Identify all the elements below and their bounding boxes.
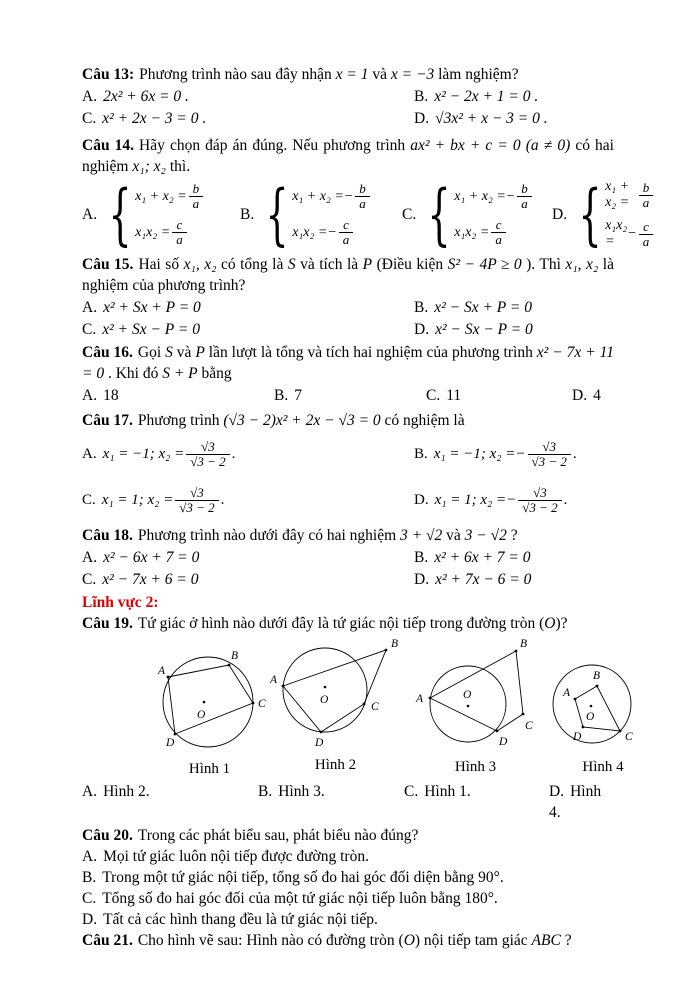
question-15 xyxy=(82,254,614,296)
vertex-label-d: D xyxy=(573,731,582,743)
math-expression: ABC xyxy=(531,932,561,949)
center-label-o: O xyxy=(586,711,595,723)
equation-system xyxy=(292,182,372,247)
option-key: A. xyxy=(82,549,98,566)
vertex-label-a: A xyxy=(270,674,278,686)
question-21 xyxy=(82,930,614,951)
vertex-label-d: D xyxy=(315,737,324,749)
question-15-text: là nghiệm của phương trình? xyxy=(82,256,614,294)
option-13-d xyxy=(414,108,614,129)
option-key: A. xyxy=(82,299,98,316)
figure-3 xyxy=(413,636,538,778)
option-19-b xyxy=(258,781,404,823)
question-14-label: Câu 14. xyxy=(82,137,135,154)
option-key: C. xyxy=(82,321,97,338)
option-20-c xyxy=(82,888,614,909)
equation-system xyxy=(605,179,655,250)
question-18-options xyxy=(82,547,614,590)
option-text: Hình 2. xyxy=(103,783,150,800)
fraction: $\frac{b}{a}$ xyxy=(517,182,532,211)
question-16-text: bằng xyxy=(197,365,232,382)
question-18-label: Câu 18. xyxy=(82,527,133,544)
question-17-label: Câu 17. xyxy=(82,412,133,429)
option-text: x² − 7x + 6 = 0 xyxy=(102,571,199,588)
question-21-text: ) nội tiếp tam giác xyxy=(414,932,532,949)
question-20-options xyxy=(82,846,614,930)
option-key: D. xyxy=(82,911,98,928)
question-18-text: và xyxy=(442,527,465,544)
option-text: Hình 1. xyxy=(424,783,471,800)
sign: − xyxy=(627,226,637,241)
option-text: Tổng số đo hai góc đối của một tứ giác nội tiếp luôn bằng 180°. xyxy=(102,890,498,907)
fraction: $\frac{b}{a}$ xyxy=(189,182,204,211)
option-text: Trong một tứ giác nội tiếp, tổng số đo hai góc đối diện bằng 90°. xyxy=(102,869,504,886)
option-19-d xyxy=(549,781,614,823)
option-key: C. xyxy=(404,783,419,800)
sign: − xyxy=(506,492,517,508)
option-text: 2x² + 6x = 0 . xyxy=(103,88,189,105)
math-expression: S² − 4P ≥ 0 xyxy=(447,256,522,273)
option-14-a xyxy=(82,175,240,253)
option-key: D. xyxy=(414,571,430,588)
option-15-b xyxy=(414,297,614,318)
math-expression: ax² + bx + c = 0 (a ≠ 0) xyxy=(410,137,571,154)
option-text: x² + Sx + P = 0 xyxy=(103,299,201,316)
question-19-text: Tứ giác ở hình nào dưới đây là tứ giác nội tiếp trong đường tròn ( xyxy=(137,615,545,632)
option-20-d xyxy=(82,909,614,930)
option-14-b xyxy=(240,175,402,253)
question-14-text: có hai nghiệm xyxy=(82,137,614,175)
system-brace: { xyxy=(108,175,132,253)
fraction: $\frac{√3}{√3 - 2}$ xyxy=(518,486,561,515)
equation-lhs: x₁ + x₂ = xyxy=(292,188,344,204)
question-16-options xyxy=(82,385,614,406)
period: . xyxy=(220,492,225,508)
vertex-label-b: B xyxy=(231,650,239,662)
math-expression: x₁; x₂ xyxy=(132,158,166,175)
math-expression: S xyxy=(165,344,173,361)
question-13-options xyxy=(82,86,614,129)
option-17-c xyxy=(82,478,414,523)
option-text: x² + Sx − P = 0 xyxy=(102,321,200,338)
option-18-b xyxy=(414,547,614,568)
option-text: x² − Sx + P = 0 xyxy=(434,299,532,316)
vertex-label-c: C xyxy=(258,698,266,710)
option-text: x² − 6x + 7 = 0 xyxy=(103,549,200,566)
period: . xyxy=(231,446,236,462)
section-2-heading: Lĩnh vực 2: xyxy=(82,594,159,611)
option-16-a xyxy=(82,385,274,406)
math-expression: O xyxy=(544,615,556,632)
option-20-a xyxy=(82,846,614,867)
equation-system xyxy=(135,182,205,247)
question-19-label: Câu 19. xyxy=(82,615,133,632)
equation-lhs: x₁ + x₂ = xyxy=(135,188,187,204)
period: . xyxy=(572,446,577,462)
option-18-c xyxy=(82,569,414,590)
question-19 xyxy=(82,613,614,634)
figure-4-caption: Hình 4 xyxy=(582,759,624,775)
option-16-d xyxy=(572,385,614,406)
question-13-text: làm nghiệm? xyxy=(434,66,519,83)
fraction: $\frac{√3}{√3 - 2}$ xyxy=(528,440,571,469)
sign: − xyxy=(327,224,337,240)
option-text: x² − 2x + 1 = 0 . xyxy=(434,88,539,105)
option-text: Hình 4. xyxy=(549,783,602,821)
math-expression: O xyxy=(403,932,415,949)
option-14-d xyxy=(552,175,655,253)
math-expression: x² − 7x + 11 = 0 xyxy=(82,344,614,382)
option-13-b xyxy=(414,86,614,107)
option-17-d xyxy=(414,478,614,523)
math-expression: (√3 − 2)x² + 2x − √3 = 0 xyxy=(223,412,381,429)
option-15-d xyxy=(414,319,614,340)
question-14-options xyxy=(82,175,650,253)
question-21-text: Cho hình vẽ sau: Hình nào có đường tròn ( xyxy=(137,932,404,949)
question-13-text: Phương trình nào sau đây nhận xyxy=(139,66,336,83)
question-15-options xyxy=(82,297,614,340)
system-brace: { xyxy=(265,175,289,253)
figure-1-diagram xyxy=(152,646,267,758)
question-13-label: Câu 13: xyxy=(82,66,135,83)
center-label-o: O xyxy=(197,709,206,721)
option-key: B. xyxy=(258,783,273,800)
question-13-text: và xyxy=(368,66,391,83)
center-label-o: O xyxy=(320,694,329,706)
option-key: B. xyxy=(414,549,429,566)
question-18-text: ? xyxy=(506,527,518,544)
math-expression: 3 − √2 xyxy=(464,527,507,544)
option-key: D. xyxy=(549,783,565,800)
vertex-label-a: A xyxy=(563,687,571,699)
fraction: $\frac{c}{a}$ xyxy=(491,218,506,247)
question-19-options xyxy=(82,781,614,823)
figure-2-caption: Hình 2 xyxy=(314,757,357,773)
vertex-label-c: C xyxy=(525,720,533,732)
option-key: B. xyxy=(82,869,97,886)
question-21-text: ? xyxy=(560,932,572,949)
question-18 xyxy=(82,525,614,546)
period: . xyxy=(563,492,568,508)
center-label-o: O xyxy=(463,689,472,701)
equation-lhs: x₁ + x₂ = xyxy=(605,179,630,210)
option-text: x₁ = 1; x₂ = xyxy=(101,492,174,508)
question-14-text: Hãy chọn đáp án đúng. Nếu phương trình xyxy=(139,137,411,154)
system-brace: { xyxy=(578,175,602,253)
question-20-label: Câu 20. xyxy=(82,827,133,844)
vertex-label-c: C xyxy=(371,701,379,713)
question-15-text: có tổng là xyxy=(216,256,288,273)
math-expression: x = 1 xyxy=(335,66,369,83)
vertex-label-b: B xyxy=(391,638,399,650)
option-key: D. xyxy=(414,492,429,508)
question-16-text: lần lượt là tổng và tích hai nghiệm của phương trình xyxy=(204,344,537,361)
question-15-text: và tích là xyxy=(295,256,363,273)
option-key: A. xyxy=(82,783,98,800)
sign: − xyxy=(343,188,354,204)
option-text: Hình 3. xyxy=(278,783,325,800)
figure-1 xyxy=(152,646,267,780)
fraction: $\frac{c}{a}$ xyxy=(172,218,187,247)
option-key: B. xyxy=(274,387,289,404)
option-key: C. xyxy=(82,110,97,127)
figure-2 xyxy=(268,636,403,776)
equation-system xyxy=(454,182,534,247)
option-text: x² + 6x + 7 = 0 xyxy=(434,549,531,566)
option-key: D. xyxy=(414,110,430,127)
question-17-text: có nghiệm là xyxy=(380,412,465,429)
option-text: x₁ = −1; x₂ = xyxy=(102,446,185,462)
option-text: x₁ = −1; x₂ = xyxy=(433,446,516,462)
option-text: 11 xyxy=(446,387,462,404)
option-text: Mọi tứ giác luôn nội tiếp được đường tròn. xyxy=(103,848,369,865)
question-20-text: Trong các phát biểu sau, phát biểu nào đúng? xyxy=(137,827,419,844)
option-key: C. xyxy=(82,492,96,508)
math-expression: x₁, x₂ xyxy=(183,256,217,273)
option-17-b xyxy=(414,432,614,477)
question-16-text: Gọi xyxy=(137,344,166,361)
vertex-label-b: B xyxy=(520,638,528,650)
equation-lhs: x₁ + x₂ = xyxy=(454,188,506,204)
option-key: B. xyxy=(414,446,428,462)
vertex-label-c: C xyxy=(625,731,633,743)
question-14 xyxy=(82,135,614,177)
option-13-c xyxy=(82,108,414,129)
option-16-b xyxy=(274,385,426,406)
math-expression: P xyxy=(195,344,205,361)
option-text: √3x² + x − 3 = 0 . xyxy=(435,110,548,127)
option-16-c xyxy=(426,385,572,406)
option-key: A. xyxy=(82,88,98,105)
math-expression: x = −3 xyxy=(390,66,435,83)
fraction: $\frac{√3}{√3 - 2}$ xyxy=(186,440,229,469)
figure-1-caption: Hình 1 xyxy=(188,761,231,777)
system-brace: { xyxy=(427,175,451,253)
vertex-label-d: D xyxy=(166,737,175,749)
option-key: A. xyxy=(82,387,98,404)
option-18-a xyxy=(82,547,414,568)
option-key: B. xyxy=(240,206,255,223)
option-14-c xyxy=(402,175,552,253)
question-15-text: Hai số xyxy=(138,256,184,273)
option-text: x² + 7x − 6 = 0 xyxy=(435,571,532,588)
sign: − xyxy=(515,446,526,462)
option-key: B. xyxy=(414,88,429,105)
question-16-text: và xyxy=(172,344,196,361)
fraction: $\frac{b}{a}$ xyxy=(639,181,654,210)
option-key: A. xyxy=(82,206,98,223)
math-expression: P xyxy=(362,256,373,273)
question-17-options xyxy=(82,432,614,523)
question-21-label: Câu 21. xyxy=(82,932,133,949)
option-key: C. xyxy=(82,890,97,907)
option-key: A. xyxy=(82,848,98,865)
question-15-text: (Điều kiện xyxy=(372,256,448,273)
option-19-c xyxy=(404,781,549,823)
option-key: D. xyxy=(552,206,568,223)
math-expression: S xyxy=(287,256,296,273)
option-text: x² − Sx − P = 0 xyxy=(435,321,533,338)
vertex-label-a: A xyxy=(416,693,424,705)
option-15-a xyxy=(82,297,414,318)
figure-3-diagram xyxy=(413,636,538,756)
question-15-label: Câu 15. xyxy=(82,256,134,273)
vertex-label-a: A xyxy=(158,665,166,677)
vertex-label-b: B xyxy=(593,670,601,682)
option-15-c xyxy=(82,319,414,340)
option-key: D. xyxy=(572,387,588,404)
question-14-text: thì. xyxy=(165,158,191,175)
option-key: C. xyxy=(426,387,441,404)
question-19-text: )? xyxy=(555,615,568,632)
option-key: C. xyxy=(82,571,97,588)
question-16 xyxy=(82,342,614,384)
figure-4-diagram xyxy=(547,649,659,756)
option-text: 18 xyxy=(103,387,119,404)
question-16-text: . Khi đó xyxy=(104,365,163,382)
option-text: x² + 2x − 3 = 0 . xyxy=(102,110,207,127)
math-expression: 3 + √2 xyxy=(400,527,443,544)
option-text: Tất cả các hình thang đều là tứ giác nội tiếp. xyxy=(103,911,378,928)
fraction: $\frac{√3}{√3 - 2}$ xyxy=(175,486,218,515)
fraction: $\frac{b}{a}$ xyxy=(355,182,370,211)
question-15-text: ). Thì xyxy=(521,256,566,273)
option-13-a xyxy=(82,86,414,107)
option-text: 4 xyxy=(593,387,601,404)
option-18-d xyxy=(414,569,614,590)
option-text: 7 xyxy=(294,387,302,404)
question-13 xyxy=(82,64,614,85)
figure-3-caption: Hình 3 xyxy=(454,759,497,775)
question-16-label: Câu 16. xyxy=(82,344,133,361)
question-17-text: Phương trình xyxy=(137,412,224,429)
vertex-label-d: D xyxy=(499,736,508,748)
sign: − xyxy=(505,188,516,204)
option-20-b xyxy=(82,867,614,888)
question-18-text: Phương trình nào dưới đây có hai nghiệm xyxy=(137,527,401,544)
fraction: $\frac{c}{a}$ xyxy=(639,220,654,249)
equation-lhs: x₁x₂ = xyxy=(292,224,328,240)
option-key: A. xyxy=(82,446,97,462)
fraction: $\frac{c}{a}$ xyxy=(339,218,354,247)
math-expression: S + P xyxy=(162,365,198,382)
question-20 xyxy=(82,825,614,846)
math-expression: x₁, x₂ xyxy=(565,256,599,273)
option-17-a xyxy=(82,432,414,477)
option-key: B. xyxy=(414,299,429,316)
question-17 xyxy=(82,410,614,431)
option-key: C. xyxy=(402,206,417,223)
option-key: D. xyxy=(414,321,430,338)
equation-lhs: x₁x₂ = xyxy=(605,218,628,249)
equation-lhs: x₁x₂ = xyxy=(454,224,490,240)
question-19-figures xyxy=(82,636,633,778)
option-19-a xyxy=(82,781,258,823)
option-text: x₁ = 1; x₂ = xyxy=(434,492,507,508)
figure-4 xyxy=(547,649,659,778)
equation-lhs: x₁x₂ = xyxy=(135,224,171,240)
figure-2-diagram xyxy=(268,636,403,754)
